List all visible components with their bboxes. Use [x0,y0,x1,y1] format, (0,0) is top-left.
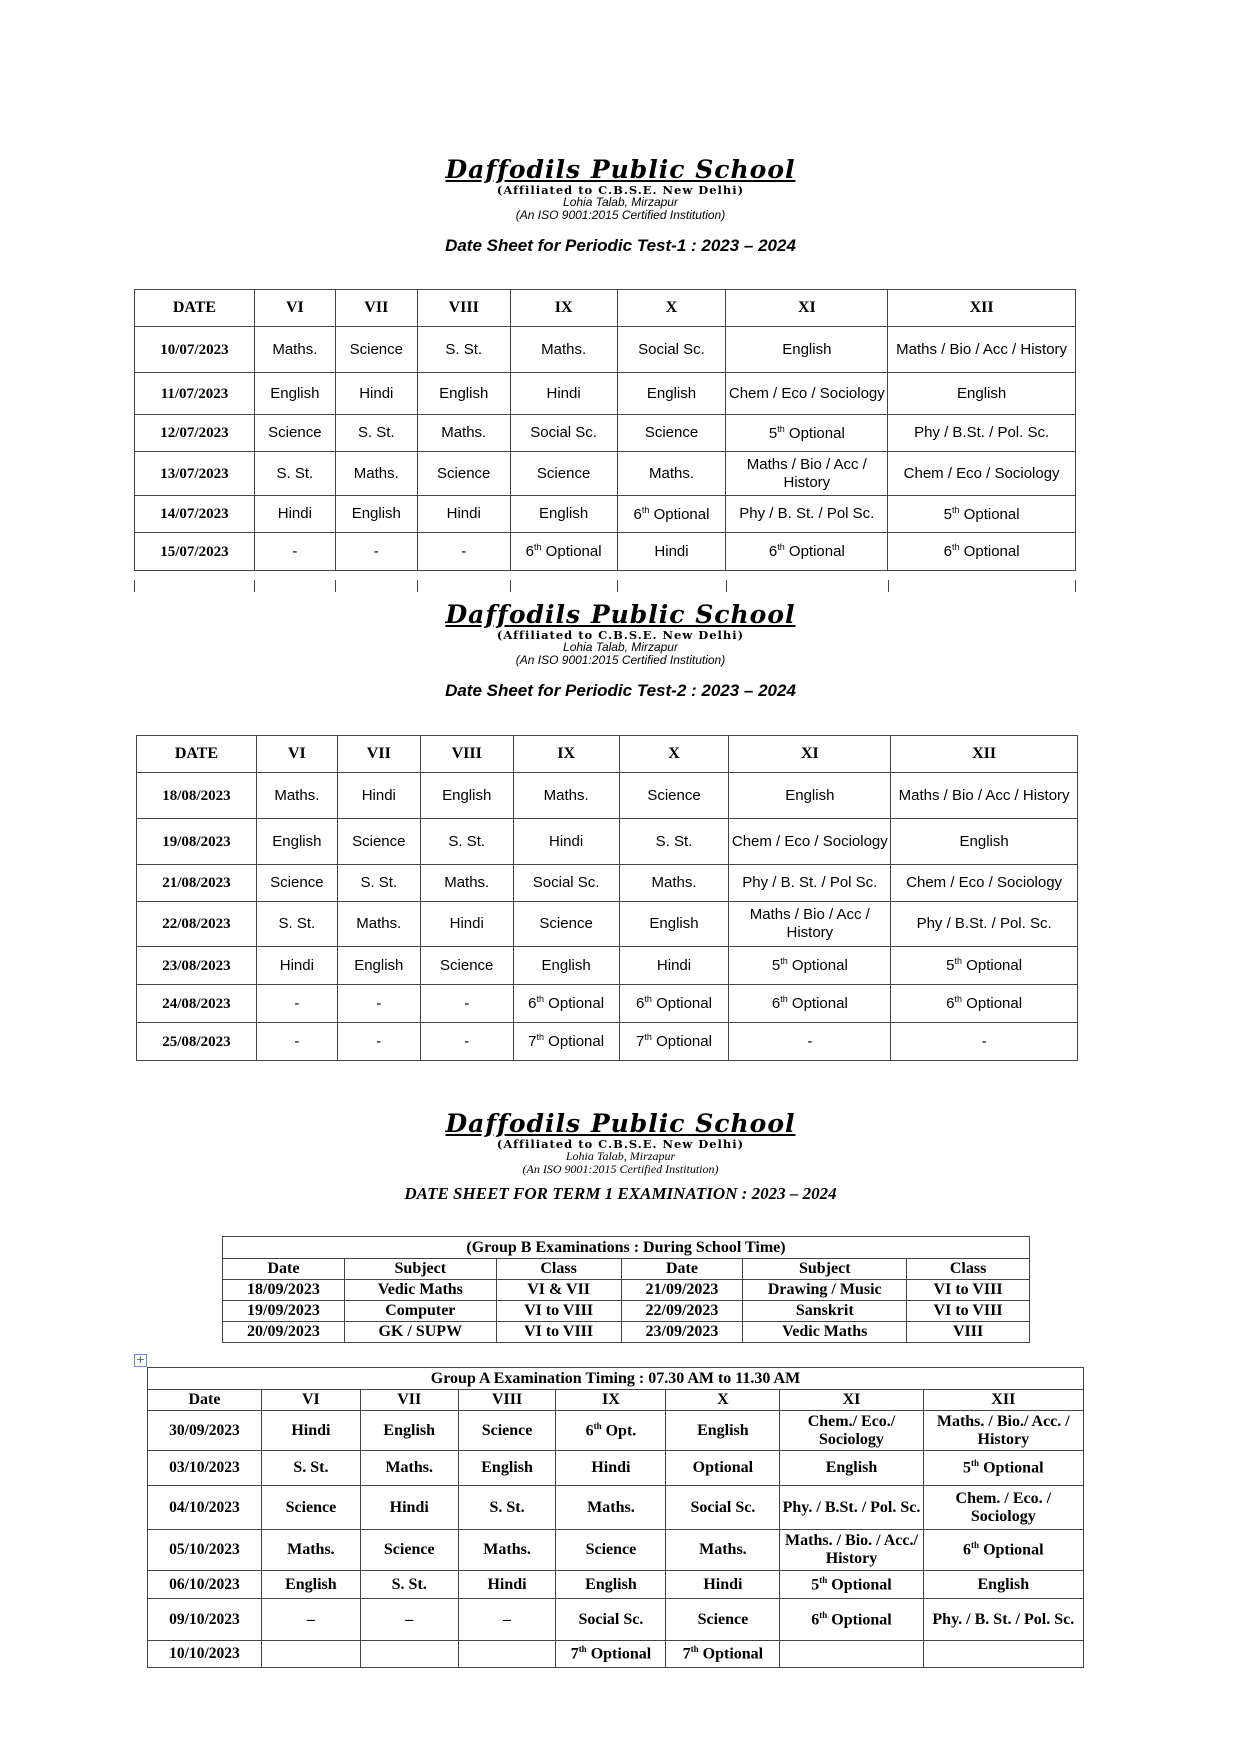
group-a-subject-cell: 6th Optional [780,1599,923,1641]
group-a-row [148,1411,1084,1451]
group-a-date-cell: 05/10/2023 [148,1530,262,1571]
group-a-subject-cell: Hindi [458,1571,556,1599]
pt2-subject-cell: Phy / B. St. / Pol Sc. [729,865,891,902]
group-a-date-cell: 10/10/2023 [148,1641,262,1668]
group-a-subject-cell [458,1641,556,1668]
group-b-subject-cell: VI to VIII [496,1322,621,1343]
pt2-column-header: DATE [137,736,257,773]
pt2-subject-cell: - [891,1023,1078,1061]
group-a-subject-cell: Science [360,1530,458,1571]
pt2-subject-cell: 5th Optional [891,947,1078,985]
pt2-row [137,1023,1078,1061]
pt1-subject-cell: Chem / Eco / Sociology [888,452,1076,496]
pt1-subject-cell: 6th Optional [888,533,1076,571]
pt2-subject-cell: S. St. [256,902,337,947]
pt1-subject-cell: Social Sc. [617,327,726,373]
pt1-subject-cell: Hindi [254,496,335,533]
group-b-subject-cell: GK / SUPW [344,1322,496,1343]
group-b-subject-cell: Computer [344,1301,496,1322]
school-iso: (An ISO 9001:2015 Certified Institution) [515,208,726,223]
pt2-header [0,601,1241,700]
pt1-subject-cell: S. St. [417,327,510,373]
group-a-subject-cell: Hindi [261,1411,360,1451]
pt2-row [137,773,1078,819]
group-a-subject-cell: Science [556,1530,666,1571]
pt1-column-header: XI [726,290,888,327]
pt1-subject-cell: 5th Optional [726,415,888,452]
group-a-subject-cell: S. St. [458,1486,556,1530]
pt2-subject-cell: Science [513,902,619,947]
group-a-subject-cell: Hindi [556,1451,666,1486]
group-b-caption: (Group B Examinations : During School Time) [223,1237,1030,1259]
school-address: Lohia Talab, Mirzapur [565,1149,676,1164]
group-a-subject-cell [780,1641,923,1668]
pt2-subject-cell: English [619,902,729,947]
pt2-table [136,735,1078,1061]
pt2-subject-cell: Maths. [420,865,513,902]
school-iso: (An ISO 9001:2015 Certified Institution) [522,1162,719,1177]
pt2-subject-cell: Hindi [256,947,337,985]
group-a-subject-cell: 7th Optional [556,1641,666,1668]
group-a-column-header: X [666,1390,780,1411]
school-name: Daffodils Public School [445,1109,796,1138]
school-address: Lohia Talab, Mirzapur [563,195,678,210]
group-a-row [148,1641,1084,1668]
pt1-subject-cell: English [335,496,417,533]
term1-header [0,1110,1241,1203]
pt1-subject-cell: English [417,373,510,415]
pt1-subject-cell: - [335,533,417,571]
pt2-subject-cell: Chem / Eco / Sociology [729,819,891,865]
group-a-subject-cell: S. St. [360,1571,458,1599]
term1-title: DATE SHEET FOR TERM 1 EXAMINATION : 2023 – 2024 [404,1183,837,1203]
group-a-date-cell: 03/10/2023 [148,1451,262,1486]
pt1-subject-cell: English [510,496,617,533]
pt1-subject-cell: Maths / Bio / Acc / History [726,452,888,496]
group-b-subject-cell: VI to VIII [496,1301,621,1322]
pt1-row [135,496,1076,533]
pt1-subject-cell: Maths. [335,452,417,496]
group-a-subject-cell: S. St. [261,1451,360,1486]
group-a-subject-cell: Social Sc. [556,1599,666,1641]
group-a-subject-cell: English [666,1411,780,1451]
pt2-subject-cell: - [337,1023,420,1061]
pt2-row [137,902,1078,947]
group-a-subject-cell: Maths. [666,1530,780,1571]
group-a-subject-cell: Hindi [360,1486,458,1530]
pt1-subject-cell: Phy / B.St. / Pol. Sc. [888,415,1076,452]
pt1-subject-cell: English [254,373,335,415]
group-a-subject-cell: Science [666,1599,780,1641]
pt2-subject-cell: 7th Optional [619,1023,729,1061]
pt1-subject-cell: Science [335,327,417,373]
pt2-subject-cell: Maths / Bio / Acc / History [729,902,891,947]
pt2-date-cell: 25/08/2023 [137,1023,257,1061]
pt1-date-cell: 11/07/2023 [135,373,255,415]
pt2-subject-cell: 6th Optional [619,985,729,1023]
group-a-subject-cell: 5th Optional [780,1571,923,1599]
pt1-date-cell: 13/07/2023 [135,452,255,496]
pt2-column-header: VIII [420,736,513,773]
pt2-title: Date Sheet for Periodic Test-2 : 2023 – 2024 [445,680,796,700]
group-a-subject-cell: English [556,1571,666,1599]
group-a-subject-cell: Science [261,1486,360,1530]
group-b-column-header: Class [496,1259,621,1280]
pt2-row [137,985,1078,1023]
group-b-subject-cell: VI to VIII [907,1301,1030,1322]
group-b-row [223,1322,1030,1343]
pt2-subject-cell: English [337,947,420,985]
group-a-column-header: IX [556,1390,666,1411]
group-b-subject-cell: 21/09/2023 [621,1280,743,1301]
pt2-subject-cell: Maths / Bio / Acc / History [891,773,1078,819]
pt1-header-row [135,290,1076,327]
pt1-column-header: X [617,290,726,327]
pt2-subject-cell: Hindi [337,773,420,819]
pt2-subject-cell: - [729,1023,891,1061]
pt2-column-header: XII [891,736,1078,773]
pt1-subject-cell: Hindi [510,373,617,415]
pt1-subject-cell: Hindi [335,373,417,415]
pt2-column-header: IX [513,736,619,773]
group-a-subject-cell: Optional [666,1451,780,1486]
group-a-subject-cell: Social Sc. [666,1486,780,1530]
pt1-subject-cell: Hindi [617,533,726,571]
pt2-subject-cell: English [420,773,513,819]
pt2-subject-cell: Maths. [513,773,619,819]
pt2-row [137,865,1078,902]
group-a-subject-cell: English [458,1451,556,1486]
pt2-subject-cell: Social Sc. [513,865,619,902]
group-b-subject-cell: Sanskrit [743,1301,907,1322]
pt2-subject-cell: 5th Optional [729,947,891,985]
pt2-column-header: VI [256,736,337,773]
pt1-subject-cell: Maths. [617,452,726,496]
group-a-date-cell: 30/09/2023 [148,1411,262,1451]
pt2-subject-cell: - [337,985,420,1023]
group-a-subject-cell: – [458,1599,556,1641]
group-a-column-header: VII [360,1390,458,1411]
pt1-subject-cell: English [617,373,726,415]
pt1-row [135,415,1076,452]
pt1-date-cell: 12/07/2023 [135,415,255,452]
group-b-table [222,1236,1030,1343]
group-b-subject-cell: Vedic Maths [743,1322,907,1343]
group-a-subject-cell: English [360,1411,458,1451]
pt1-date-cell: 15/07/2023 [135,533,255,571]
pt2-subject-cell: Science [420,947,513,985]
pt2-header-row [137,736,1078,773]
group-a-column-header: XII [923,1390,1083,1411]
group-a-date-cell: 06/10/2023 [148,1571,262,1599]
pt1-subject-cell: S. St. [335,415,417,452]
pt1-subject-cell: Maths. [510,327,617,373]
group-a-subject-cell: Maths. [360,1451,458,1486]
school-affiliation: (Affiliated to C.B.S.E. New Delhi) [496,627,745,642]
school-address: Lohia Talab, Mirzapur [563,640,678,655]
pt1-subject-cell: Social Sc. [510,415,617,452]
pt2-date-cell: 24/08/2023 [137,985,257,1023]
group-a-subject-cell: Phy. / B. St. / Pol. Sc. [923,1599,1083,1641]
group-a-subject-cell: English [923,1571,1083,1599]
group-a-subject-cell: Science [458,1411,556,1451]
group-a-subject-cell: Maths. [458,1530,556,1571]
group-a-subject-cell: 5th Optional [923,1451,1083,1486]
group-a-column-header: XI [780,1390,923,1411]
pt1-cut-edge [134,580,1076,592]
group-a-caption: Group A Examination Timing : 07.30 AM to 11.30 AM [148,1368,1084,1390]
pt1-subject-cell: Maths. [254,327,335,373]
pt1-subject-cell: Phy / B. St. / Pol Sc. [726,496,888,533]
group-a-header-row [148,1390,1084,1411]
pt2-row [137,947,1078,985]
pt1-column-header: XII [888,290,1076,327]
pt1-column-header: DATE [135,290,255,327]
pt1-subject-cell: Science [254,415,335,452]
group-a-subject-cell [261,1641,360,1668]
pt1-subject-cell: 5th Optional [888,496,1076,533]
group-a-subject-cell: English [780,1451,923,1486]
pt1-subject-cell: English [726,327,888,373]
pt1-row [135,533,1076,571]
group-a-subject-cell: English [261,1571,360,1599]
group-a-subject-cell: Phy. / B.St. / Pol. Sc. [780,1486,923,1530]
group-a-subject-cell [360,1641,458,1668]
table-move-handle-icon[interactable]: + [135,1353,146,1366]
group-a-subject-cell: 6th Opt. [556,1411,666,1451]
group-b-header-row [223,1259,1030,1280]
group-a-date-cell: 04/10/2023 [148,1486,262,1530]
pt2-subject-cell: Hindi [619,947,729,985]
group-a-row [148,1599,1084,1641]
pt2-subject-cell: Chem / Eco / Sociology [891,865,1078,902]
pt1-subject-cell: English [888,373,1076,415]
group-b-column-header: Subject [743,1259,907,1280]
pt1-subject-cell: Maths / Bio / Acc / History [888,327,1076,373]
pt1-table [134,289,1076,571]
group-a-row [148,1486,1084,1530]
school-name: Daffodils Public School [445,155,796,184]
pt1-date-cell: 10/07/2023 [135,327,255,373]
pt2-date-cell: 19/08/2023 [137,819,257,865]
group-a-column-header: Date [148,1390,262,1411]
group-a-row [148,1530,1084,1571]
group-b-row [223,1301,1030,1322]
pt2-subject-cell: - [256,1023,337,1061]
group-b-subject-cell: 22/09/2023 [621,1301,743,1322]
pt2-date-cell: 18/08/2023 [137,773,257,819]
pt2-subject-cell: Maths. [256,773,337,819]
group-a-row [148,1451,1084,1486]
school-affiliation: (Affiliated to C.B.S.E. New Delhi) [496,1136,745,1151]
pt2-subject-cell: S. St. [420,819,513,865]
group-a-subject-cell: 7th Optional [666,1641,780,1668]
group-b-subject-cell: VIII [907,1322,1030,1343]
pt2-subject-cell: Maths. [619,865,729,902]
pt2-subject-cell: English [891,819,1078,865]
pt1-subject-cell: Science [617,415,726,452]
pt1-column-header: VIII [417,290,510,327]
pt1-column-header: VI [254,290,335,327]
group-a-column-header: VIII [458,1390,556,1411]
group-b-column-header: Date [223,1259,345,1280]
group-b-subject-cell: VI & VII [496,1280,621,1301]
pt1-column-header: IX [510,290,617,327]
pt2-subject-cell: Science [337,819,420,865]
pt1-subject-cell: 6th Optional [726,533,888,571]
group-b-column-header: Subject [344,1259,496,1280]
group-a-column-header: VI [261,1390,360,1411]
group-a-subject-cell: Maths. [261,1530,360,1571]
pt2-subject-cell: 6th Optional [513,985,619,1023]
pt2-subject-cell: S. St. [619,819,729,865]
pt2-subject-cell: Hindi [513,819,619,865]
group-a-date-cell: 09/10/2023 [148,1599,262,1641]
school-iso: (An ISO 9001:2015 Certified Institution) [515,653,726,668]
group-a-subject-cell [923,1641,1083,1668]
pt1-subject-cell: Chem / Eco / Sociology [726,373,888,415]
pt1-subject-cell: - [417,533,510,571]
pt2-subject-cell: Science [619,773,729,819]
pt1-header [0,156,1241,255]
group-b-date-cell: 18/09/2023 [223,1280,345,1301]
pt2-column-header: X [619,736,729,773]
pt2-subject-cell: S. St. [337,865,420,902]
pt1-subject-cell: Science [510,452,617,496]
group-b-subject-cell: 23/09/2023 [621,1322,743,1343]
group-a-subject-cell: – [360,1599,458,1641]
pt1-subject-cell: Hindi [417,496,510,533]
group-b-column-header: Date [621,1259,743,1280]
pt2-subject-cell: Science [256,865,337,902]
group-a-subject-cell: Maths. / Bio./ Acc. / History [923,1411,1083,1451]
pt2-subject-cell: English [729,773,891,819]
pt2-date-cell: 23/08/2023 [137,947,257,985]
pt2-date-cell: 22/08/2023 [137,902,257,947]
group-a-subject-cell: Maths. [556,1486,666,1530]
pt1-subject-cell: - [254,533,335,571]
pt1-column-header: VII [335,290,417,327]
pt2-date-cell: 21/08/2023 [137,865,257,902]
pt1-subject-cell: 6th Optional [510,533,617,571]
pt2-subject-cell: English [256,819,337,865]
pt1-row [135,452,1076,496]
pt2-column-header: XI [729,736,891,773]
group-a-subject-cell: – [261,1599,360,1641]
group-b-date-cell: 19/09/2023 [223,1301,345,1322]
pt2-subject-cell: - [256,985,337,1023]
group-b-column-header: Class [907,1259,1030,1280]
pt2-column-header: VII [337,736,420,773]
pt2-row [137,819,1078,865]
group-b-subject-cell: VI to VIII [907,1280,1030,1301]
group-a-subject-cell: 6th Optional [923,1530,1083,1571]
group-a-subject-cell: Hindi [666,1571,780,1599]
group-b-subject-cell: Vedic Maths [344,1280,496,1301]
group-a-subject-cell: Maths. / Bio. / Acc./ History [780,1530,923,1571]
group-b-subject-cell: Drawing / Music [743,1280,907,1301]
group-a-row [148,1571,1084,1599]
pt1-subject-cell: Maths. [417,415,510,452]
pt2-subject-cell: - [420,1023,513,1061]
pt1-row [135,327,1076,373]
pt2-subject-cell: Hindi [420,902,513,947]
pt2-subject-cell: English [513,947,619,985]
pt2-subject-cell: Maths. [337,902,420,947]
group-b-date-cell: 20/09/2023 [223,1322,345,1343]
pt2-subject-cell: 6th Optional [729,985,891,1023]
pt2-subject-cell: - [420,985,513,1023]
pt1-title: Date Sheet for Periodic Test-1 : 2023 – 2024 [445,235,796,255]
pt2-subject-cell: Phy / B.St. / Pol. Sc. [891,902,1078,947]
group-a-subject-cell: Chem. / Eco. / Sociology [923,1486,1083,1530]
pt1-date-cell: 14/07/2023 [135,496,255,533]
school-affiliation: (Affiliated to C.B.S.E. New Delhi) [496,182,745,197]
school-name: Daffodils Public School [445,600,796,629]
pt1-subject-cell: S. St. [254,452,335,496]
group-b-row [223,1280,1030,1301]
pt1-row [135,373,1076,415]
pt1-subject-cell: Science [417,452,510,496]
group-a-subject-cell: Chem./ Eco./ Sociology [780,1411,923,1451]
pt2-subject-cell: 7th Optional [513,1023,619,1061]
pt2-subject-cell: 6th Optional [891,985,1078,1023]
pt1-subject-cell: 6th Optional [617,496,726,533]
group-a-table [147,1367,1084,1668]
